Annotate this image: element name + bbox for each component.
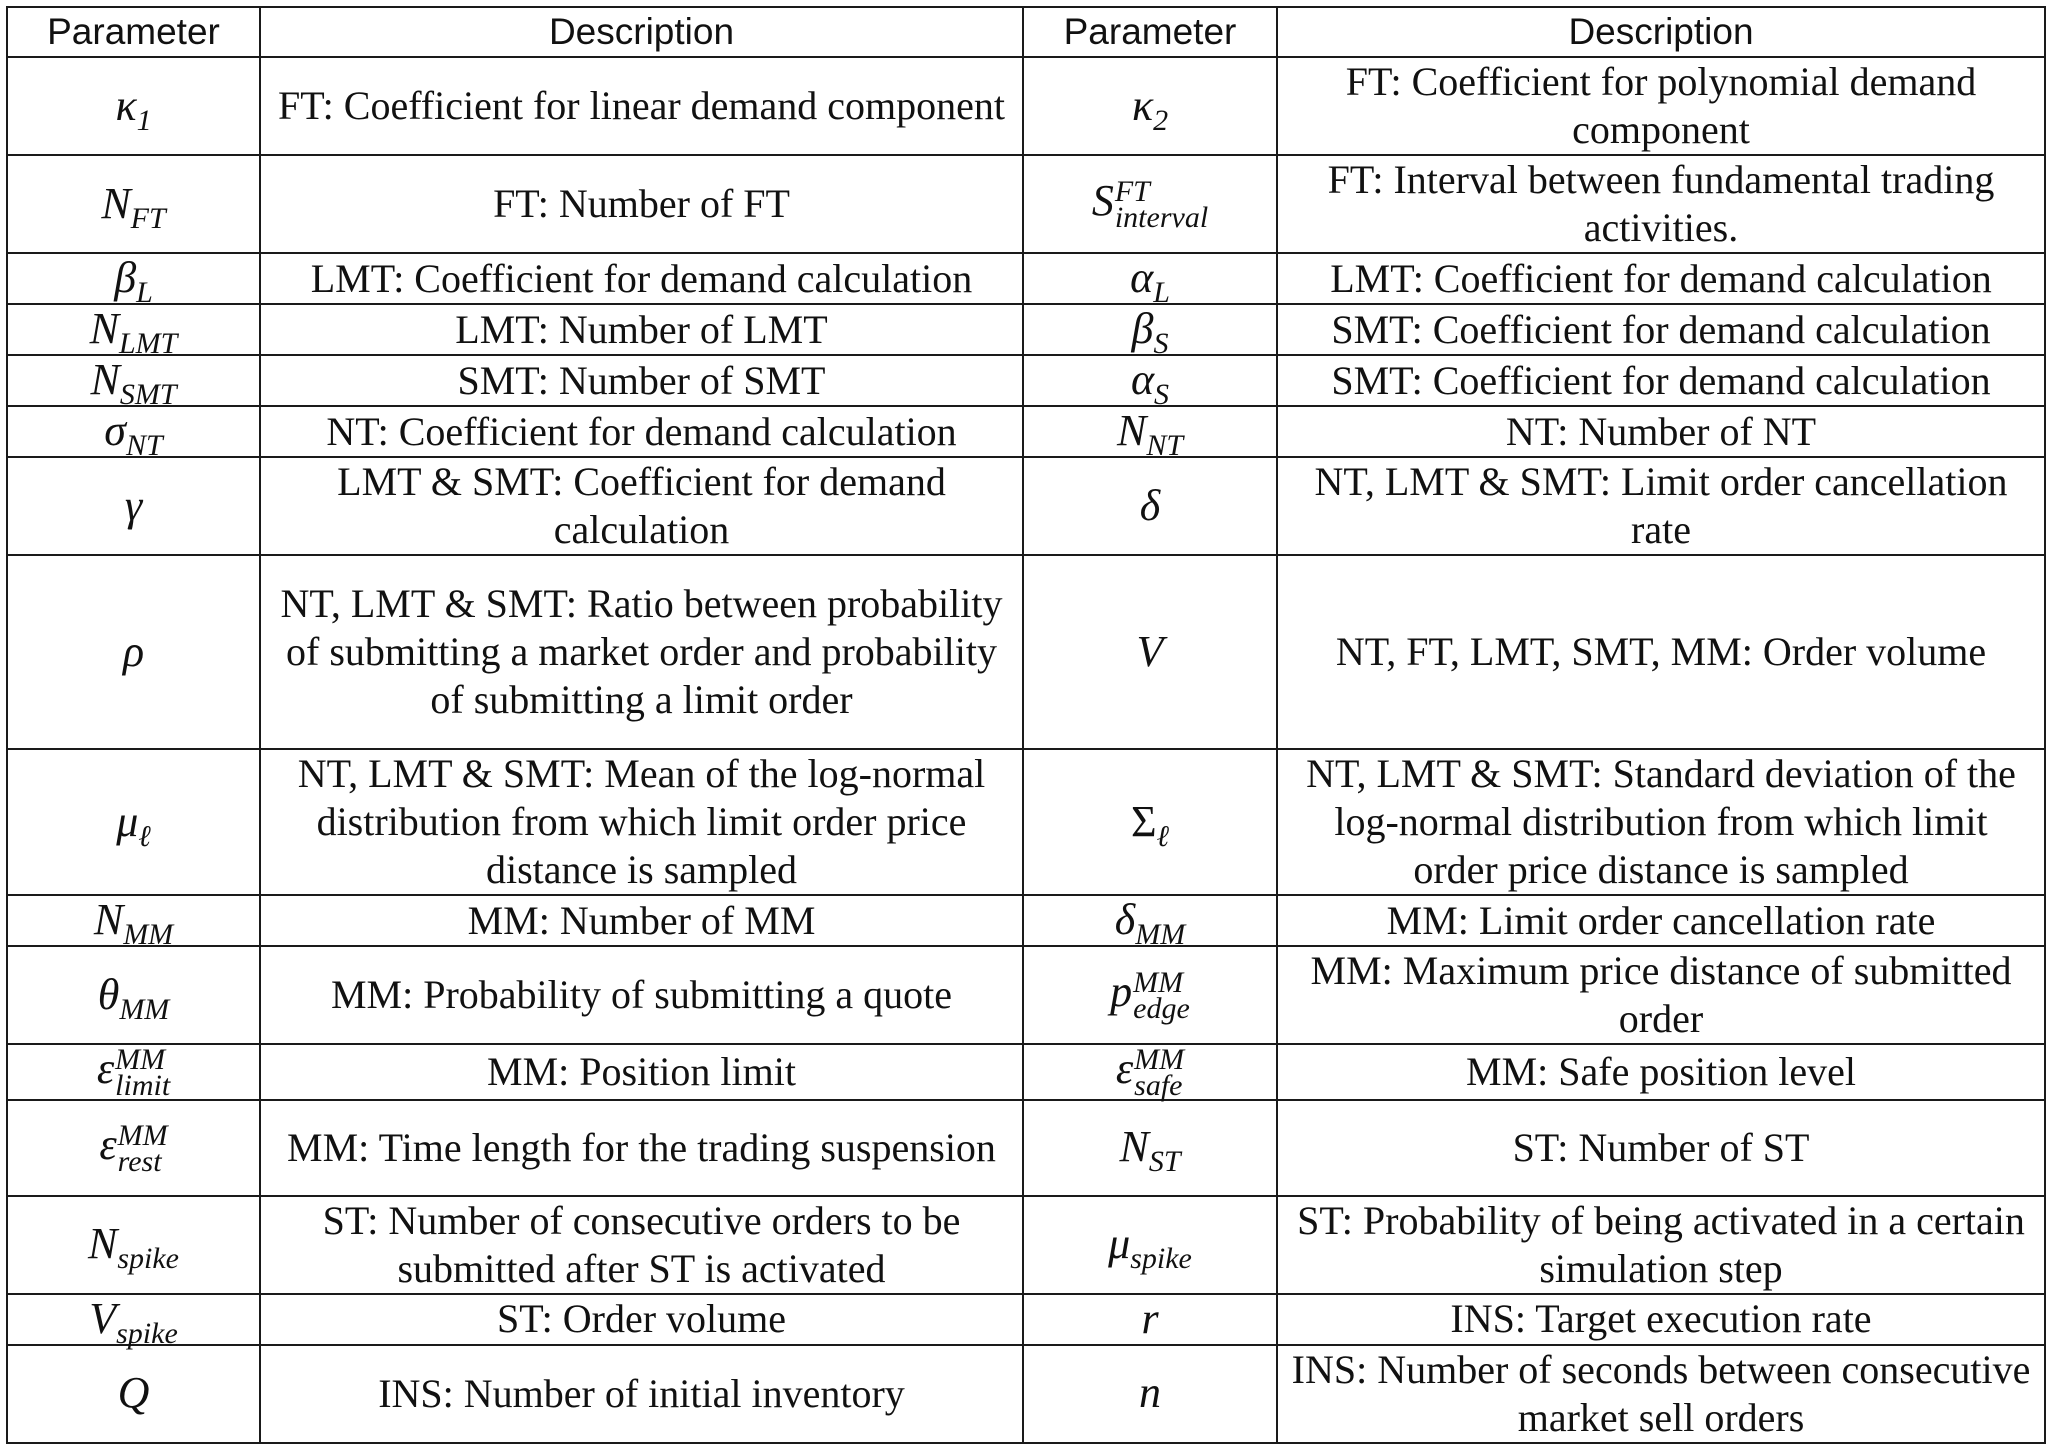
table-row: [7, 895, 2045, 946]
parameter-symbol: [1116, 406, 1184, 462]
parameter-description: LMT: Coefficient for demand calculation: [260, 253, 1023, 304]
symbol-subscript: FT: [130, 201, 166, 235]
symbol-subscript: MM: [123, 917, 174, 951]
parameter-description: ST: Number of ST: [1277, 1100, 2045, 1196]
symbol-base: δ: [1139, 480, 1161, 530]
symbol-base: S: [1091, 176, 1114, 226]
parameter-description: SMT: Coefficient for demand calculation: [1277, 304, 2045, 355]
symbol-subscript: L: [1153, 275, 1170, 309]
table-row: [7, 946, 2045, 1044]
symbol-subscript: MM: [119, 992, 170, 1026]
symbol-subscript: limit: [115, 1068, 171, 1102]
symbol-superscript: FT: [1114, 174, 1150, 208]
symbol-base: σ: [104, 406, 126, 455]
parameter-description: NT, FT, LMT, SMT, MM: Order volume: [1277, 555, 2045, 749]
parameter-symbol: [1130, 796, 1170, 853]
parameter-symbol-cell: [1023, 1100, 1277, 1196]
symbol-base: β: [1131, 304, 1154, 353]
symbol-subscript: ℓ: [1156, 819, 1170, 853]
table-row: [7, 457, 2045, 555]
parameter-symbol: [1141, 1294, 1158, 1343]
parameter-description: ST: Probability of being activated in a certain simulation step: [1277, 1196, 2045, 1294]
symbol-scripts: [117, 1118, 168, 1178]
parameter-symbol: [118, 1368, 150, 1417]
header-description-right: Description: [1277, 7, 2045, 57]
symbol-subscript: S: [1153, 326, 1169, 360]
parameter-symbol-cell: [7, 1044, 260, 1100]
parameter-description: FT: Number of FT: [260, 155, 1023, 253]
symbol-base: r: [1141, 1293, 1159, 1343]
parameter-symbol-cell: [1023, 1044, 1277, 1100]
parameter-symbol-cell: [1023, 155, 1277, 253]
symbol-subscript: ℓ: [138, 819, 151, 853]
parameter-symbol-cell: [7, 304, 260, 360]
parameter-symbol-cell: [1023, 946, 1277, 1044]
parameter-symbol: [123, 627, 144, 676]
parameter-symbol-cell: [7, 1345, 260, 1443]
parameter-symbol: [1137, 627, 1164, 676]
symbol-subscript: safe: [1134, 1068, 1183, 1102]
parameter-description: NT, LMT & SMT: Mean of the log-normal distribution from which limit order price distance is sampled: [260, 749, 1023, 895]
symbol-scripts: [115, 1042, 171, 1102]
parameter-description: INS: Target execution rate: [1277, 1294, 2045, 1345]
table-container: [6, 6, 2046, 1444]
parameter-symbol-cell: [1023, 355, 1277, 411]
symbol-subscript: edge: [1133, 991, 1190, 1025]
parameter-symbol-cell: [7, 155, 260, 253]
symbol-subscript: spike: [116, 1316, 178, 1350]
header-parameter-right: Parameter: [1023, 7, 1277, 57]
symbol-base: ε: [96, 1044, 115, 1093]
symbol-base: N: [90, 355, 120, 404]
parameter-symbol-cell: [7, 1196, 260, 1294]
table-row: [7, 749, 2045, 895]
symbol-base: N: [88, 1219, 118, 1269]
parameter-symbol: [125, 481, 142, 530]
symbol-base: N: [93, 895, 124, 944]
header-description-left: Description: [260, 7, 1023, 57]
symbol-base: Q: [117, 1368, 150, 1418]
parameter-symbol-cell: [7, 355, 260, 411]
parameter-symbol: [1139, 1368, 1161, 1417]
parameter-description: FT: Interval between fundamental trading activities.: [1277, 155, 2045, 253]
symbol-base: δ: [1114, 895, 1136, 944]
symbol-subscript: 2: [1153, 103, 1169, 137]
parameter-description: INS: Number of seconds between consecutive market sell orders: [1277, 1345, 2045, 1443]
parameter-symbol: [1131, 304, 1169, 360]
parameter-description: NT, LMT & SMT: Ratio between probability of submitting a market order and probability of submitting a limit order: [260, 555, 1023, 749]
symbol-subscript: rest: [117, 1144, 162, 1178]
parameter-symbol: [1130, 355, 1170, 411]
symbol-base: ε: [1115, 1044, 1134, 1093]
parameter-symbol: [1114, 895, 1186, 951]
parameter-symbol: [1131, 80, 1169, 137]
table-row: [7, 1044, 2045, 1100]
parameter-description: MM: Number of MM: [260, 895, 1023, 946]
symbol-base: μ: [116, 796, 139, 846]
table-row: [7, 1345, 2045, 1443]
table-row: [7, 304, 2045, 355]
table-row: [7, 253, 2045, 304]
symbol-base: N: [1116, 406, 1147, 455]
symbol-subscript: interval: [1114, 200, 1209, 234]
parameter-symbol-cell: [1023, 304, 1277, 360]
symbol-subscript: LMT: [119, 326, 178, 360]
symbol-base: γ: [124, 480, 143, 530]
parameter-symbol-cell: [1023, 57, 1277, 155]
symbol-subscript: 1: [136, 103, 152, 137]
symbol-superscript: MM: [1134, 1042, 1185, 1076]
parameter-symbol: [116, 796, 151, 853]
parameter-symbol-cell: [1023, 1294, 1277, 1345]
symbol-base: V: [1136, 626, 1164, 676]
symbol-subscript: spike: [1130, 1242, 1192, 1276]
parameter-description: LMT: Coefficient for demand calculation: [1277, 253, 2045, 304]
symbol-base: N: [89, 304, 119, 353]
symbol-base: θ: [97, 969, 120, 1019]
parameter-symbol-cell: [7, 457, 260, 555]
symbol-base: n: [1139, 1368, 1161, 1418]
parameter-description: FT: Coefficient for linear demand component: [260, 57, 1023, 155]
parameter-symbol: [93, 895, 174, 951]
parameter-description: FT: Coefficient for polynomial demand component: [1277, 57, 2045, 155]
parameter-symbol: [1110, 965, 1190, 1025]
parameter-symbol-cell: [7, 1100, 260, 1196]
symbol-base: N: [101, 178, 131, 228]
symbol-subscript: SMT: [119, 377, 177, 411]
table-row: [7, 355, 2045, 406]
table-row: [7, 1100, 2045, 1196]
symbol-base: Σ: [1130, 796, 1157, 846]
parameter-symbol-cell: [7, 406, 260, 462]
parameter-description: MM: Position limit: [260, 1044, 1023, 1100]
parameter-symbol: [97, 969, 170, 1026]
parameter-symbol-cell: [1023, 895, 1277, 951]
symbol-base: α: [1130, 253, 1154, 302]
header-parameter-left: Parameter: [7, 7, 260, 57]
parameter-symbol: [88, 1219, 179, 1276]
symbol-scripts: [1114, 174, 1209, 234]
table-row: [7, 1294, 2045, 1345]
parameter-symbol: [89, 1293, 178, 1350]
parameter-symbol-cell: [1023, 1345, 1277, 1443]
symbol-scripts: [1134, 1042, 1185, 1102]
parameter-symbol-cell: [7, 946, 260, 1044]
parameter-description: LMT & SMT: Coefficient for demand calculation: [260, 457, 1023, 555]
table-body: [7, 57, 2045, 1443]
parameter-description: MM: Probability of submitting a quote: [260, 946, 1023, 1044]
table-row: [7, 155, 2045, 253]
parameter-description: ST: Number of consecutive orders to be submitted after ST is activated: [260, 1196, 1023, 1294]
symbol-superscript: MM: [1133, 965, 1184, 999]
symbol-base: ρ: [122, 626, 145, 676]
parameter-description: NT, LMT & SMT: Limit order cancellation rate: [1277, 457, 2045, 555]
parameter-symbol-cell: [1023, 457, 1277, 555]
symbol-subscript: NT: [1146, 428, 1184, 462]
parameter-description: MM: Safe position level: [1277, 1044, 2045, 1100]
parameter-symbol-cell: [7, 57, 260, 155]
symbol-base: N: [1119, 1122, 1149, 1172]
parameter-table: [6, 6, 2046, 1444]
parameter-symbol-cell: [7, 555, 260, 749]
parameter-description: MM: Time length for the trading suspension: [260, 1100, 1023, 1196]
parameter-description: NT: Coefficient for demand calculation: [260, 406, 1023, 457]
parameter-description: ST: Order volume: [260, 1294, 1023, 1345]
symbol-base: β: [114, 253, 137, 302]
symbol-base: V: [89, 1293, 117, 1343]
parameter-description: NT, LMT & SMT: Standard deviation of the log-normal distribution from which limit order price distance is sampled: [1277, 749, 2045, 895]
symbol-subscript: S: [1154, 377, 1170, 411]
table-row: [7, 1196, 2045, 1294]
symbol-base: p: [1110, 967, 1133, 1017]
parameter-symbol-cell: [7, 895, 260, 951]
parameter-symbol: [1108, 1219, 1192, 1276]
parameter-symbol: [90, 355, 177, 411]
symbol-subscript: MM: [1135, 917, 1186, 951]
parameter-symbol-cell: [7, 1293, 260, 1350]
parameter-symbol-cell: [1023, 749, 1277, 895]
symbol-subscript: ST: [1148, 1145, 1181, 1179]
parameter-description: LMT: Number of LMT: [260, 304, 1023, 355]
parameter-symbol-cell: [7, 749, 260, 895]
symbol-subscript: NT: [126, 428, 163, 462]
parameter-symbol: [101, 178, 166, 235]
parameter-symbol: [115, 80, 152, 137]
parameter-symbol: [104, 406, 163, 462]
parameter-symbol: [1091, 174, 1209, 234]
symbol-superscript: MM: [115, 1042, 166, 1076]
parameter-symbol-cell: [1023, 253, 1277, 309]
parameter-symbol: [1140, 481, 1160, 530]
parameter-description: INS: Number of initial inventory: [260, 1345, 1023, 1443]
symbol-base: μ: [1108, 1219, 1131, 1269]
parameter-description: SMT: Number of SMT: [260, 355, 1023, 406]
table-row: [7, 555, 2045, 749]
header-row: [7, 7, 2045, 57]
table-row: [7, 406, 2045, 457]
symbol-scripts: [1133, 965, 1190, 1025]
parameter-description: NT: Number of NT: [1277, 406, 2045, 457]
symbol-base: κ: [1131, 80, 1154, 130]
parameter-symbol-cell: [1023, 406, 1277, 462]
parameter-description: MM: Limit order cancellation rate: [1277, 895, 2045, 946]
parameter-symbol: [114, 253, 153, 309]
parameter-symbol-cell: [1023, 555, 1277, 749]
parameter-symbol-cell: [7, 253, 260, 309]
symbol-superscript: MM: [117, 1118, 168, 1152]
table-row: [7, 57, 2045, 155]
symbol-subscript: spike: [117, 1242, 179, 1276]
parameter-description: SMT: Coefficient for demand calculation: [1277, 355, 2045, 406]
symbol-base: ε: [99, 1119, 117, 1169]
parameter-symbol: [99, 1118, 168, 1178]
parameter-symbol-cell: [1023, 1196, 1277, 1294]
parameter-description: MM: Maximum price distance of submitted order: [1277, 946, 2045, 1044]
parameter-symbol: [1115, 1042, 1185, 1102]
parameter-symbol: [1130, 253, 1170, 309]
symbol-subscript: L: [136, 275, 153, 309]
parameter-symbol: [89, 304, 178, 360]
parameter-symbol: [1119, 1122, 1181, 1179]
symbol-base: κ: [115, 80, 137, 130]
symbol-base: α: [1130, 355, 1155, 404]
parameter-symbol: [96, 1042, 171, 1102]
